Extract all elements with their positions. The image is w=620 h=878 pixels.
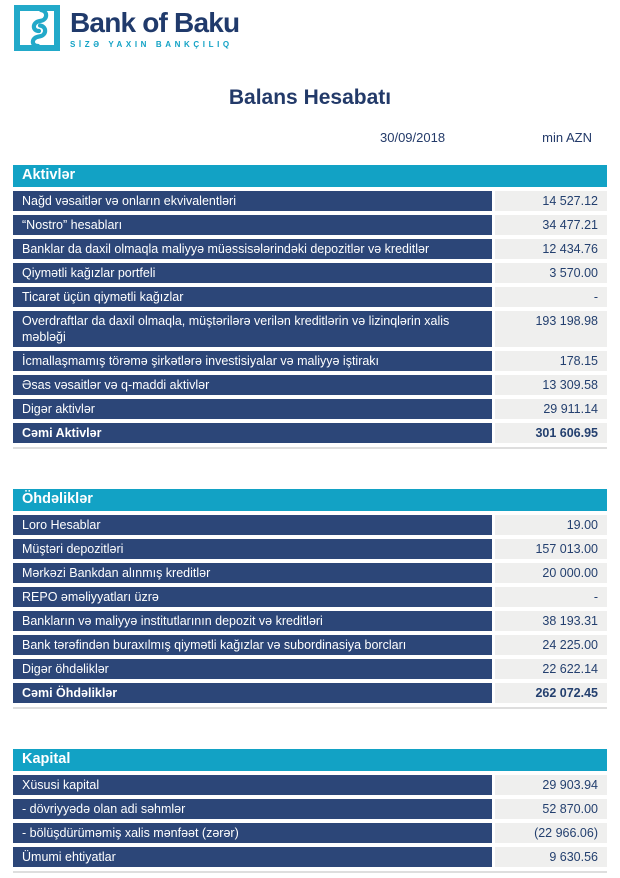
row-value: - — [495, 287, 607, 307]
row-label: Ticarət üçün qiymətli kağızlar — [13, 287, 492, 307]
table-row — [13, 287, 607, 307]
section-header — [13, 489, 607, 511]
row-value: 13 309.58 — [495, 375, 607, 395]
row-value: (22 966.06) — [495, 823, 607, 843]
table-row — [13, 539, 607, 559]
table-row — [13, 351, 607, 371]
row-label: Bankların və maliyyə institutlarının depozit və kreditləri — [13, 611, 492, 631]
row-value: 38 193.31 — [495, 611, 607, 631]
section-header — [13, 165, 607, 187]
row-label: - bölüşdürüməmiş xalis mənfəət (zərər) — [13, 823, 492, 843]
table-row — [13, 635, 607, 655]
row-value: 29 903.94 — [495, 775, 607, 795]
table-row — [13, 659, 607, 679]
report-date: 30/09/2018 — [380, 130, 446, 145]
row-value: 14 527.12 — [495, 191, 607, 211]
section-header — [13, 749, 607, 771]
section-title: Öhdəliklər — [22, 491, 93, 507]
row-value: 157 013.00 — [495, 539, 607, 559]
section-title: Kapital — [22, 751, 71, 767]
row-label: REPO əməliyyatları üzrə — [13, 587, 492, 607]
row-value: 52 870.00 — [495, 799, 607, 819]
row-value: 24 225.00 — [495, 635, 607, 655]
row-value: 20 000.00 — [495, 563, 607, 583]
section-rows — [13, 515, 607, 703]
row-label: Digər öhdəliklər — [13, 659, 492, 679]
row-label: Bank tərəfindən buraxılmış qiymətli kağızlar və subordinasiya borcları — [13, 635, 492, 655]
row-label: Loro Hesablar — [13, 515, 492, 535]
row-label: İcmallaşmamış törəmə şirkətlərə investisiyalar və maliyyə iştirakı — [13, 351, 492, 371]
row-label: Banklar da daxil olmaqla maliyyə müəssisələrindəki depozitlər və kreditlər — [13, 239, 492, 259]
table-row — [13, 823, 607, 843]
table-row — [13, 215, 607, 235]
row-label: Cəmi Aktivlər — [13, 423, 492, 443]
table-row — [13, 775, 607, 795]
report-section — [13, 749, 607, 873]
table-row — [13, 375, 607, 395]
row-label: Mərkəzi Bankdan alınmış kreditlər — [13, 563, 492, 583]
table-row — [13, 515, 607, 535]
bank-logo-icon — [13, 4, 61, 52]
table-row — [13, 587, 607, 607]
row-label: Xüsusi kapital — [13, 775, 492, 795]
row-value: 22 622.14 — [495, 659, 607, 679]
brand-name: Bank of Baku — [70, 7, 240, 38]
row-value: 34 477.21 — [495, 215, 607, 235]
row-value: - — [495, 587, 607, 607]
report-table — [0, 165, 620, 873]
table-row — [13, 847, 607, 867]
row-label: Cəmi Öhdəliklər — [13, 683, 492, 703]
table-row — [13, 239, 607, 259]
table-row — [13, 611, 607, 631]
row-value: 262 072.45 — [495, 683, 607, 703]
row-label: Overdraftlar da daxil olmaqla, müştərilərə verilən kreditlərin və lizinqlərin xalis məbləği — [13, 311, 492, 347]
report-section — [13, 165, 607, 449]
row-label: Qiymətli kağızlar portfeli — [13, 263, 492, 283]
row-label: Müştəri depozitləri — [13, 539, 492, 559]
row-label: “Nostro” hesabları — [13, 215, 492, 235]
row-label: - dövriyyədə olan adi səhmlər — [13, 799, 492, 819]
row-value: 9 630.56 — [495, 847, 607, 867]
table-row — [13, 799, 607, 819]
row-value: 301 606.95 — [495, 423, 607, 443]
table-row — [13, 423, 607, 443]
row-label: Ümumi ehtiyatlar — [13, 847, 492, 867]
brand-tagline: SİZƏ YAXIN BANKÇILIQ — [70, 40, 233, 49]
row-value: 12 434.76 — [495, 239, 607, 259]
report-section — [13, 489, 607, 709]
row-value: 193 198.98 — [495, 311, 607, 347]
section-title: Aktivlər — [22, 167, 76, 183]
row-value: 29 911.14 — [495, 399, 607, 419]
table-row — [13, 311, 607, 347]
unit-label: min AZN — [542, 130, 592, 145]
section-rows — [13, 191, 607, 443]
brand-header — [0, 0, 620, 58]
table-row — [13, 399, 607, 419]
row-label: Digər aktivlər — [13, 399, 492, 419]
page-title: Balans Hesabatı — [228, 86, 392, 109]
brand-text — [70, 4, 239, 49]
row-label: Nağd vəsaitlər və onların ekvivalentləri — [13, 191, 492, 211]
table-row — [13, 263, 607, 283]
table-row — [13, 191, 607, 211]
table-row — [13, 683, 607, 703]
row-value: 3 570.00 — [495, 263, 607, 283]
row-value: 19.00 — [495, 515, 607, 535]
section-rows — [13, 775, 607, 867]
report-meta — [0, 130, 620, 146]
table-row — [13, 563, 607, 583]
row-value: 178.15 — [495, 351, 607, 371]
row-label: Əsas vəsaitlər və q-maddi aktivlər — [13, 375, 492, 395]
